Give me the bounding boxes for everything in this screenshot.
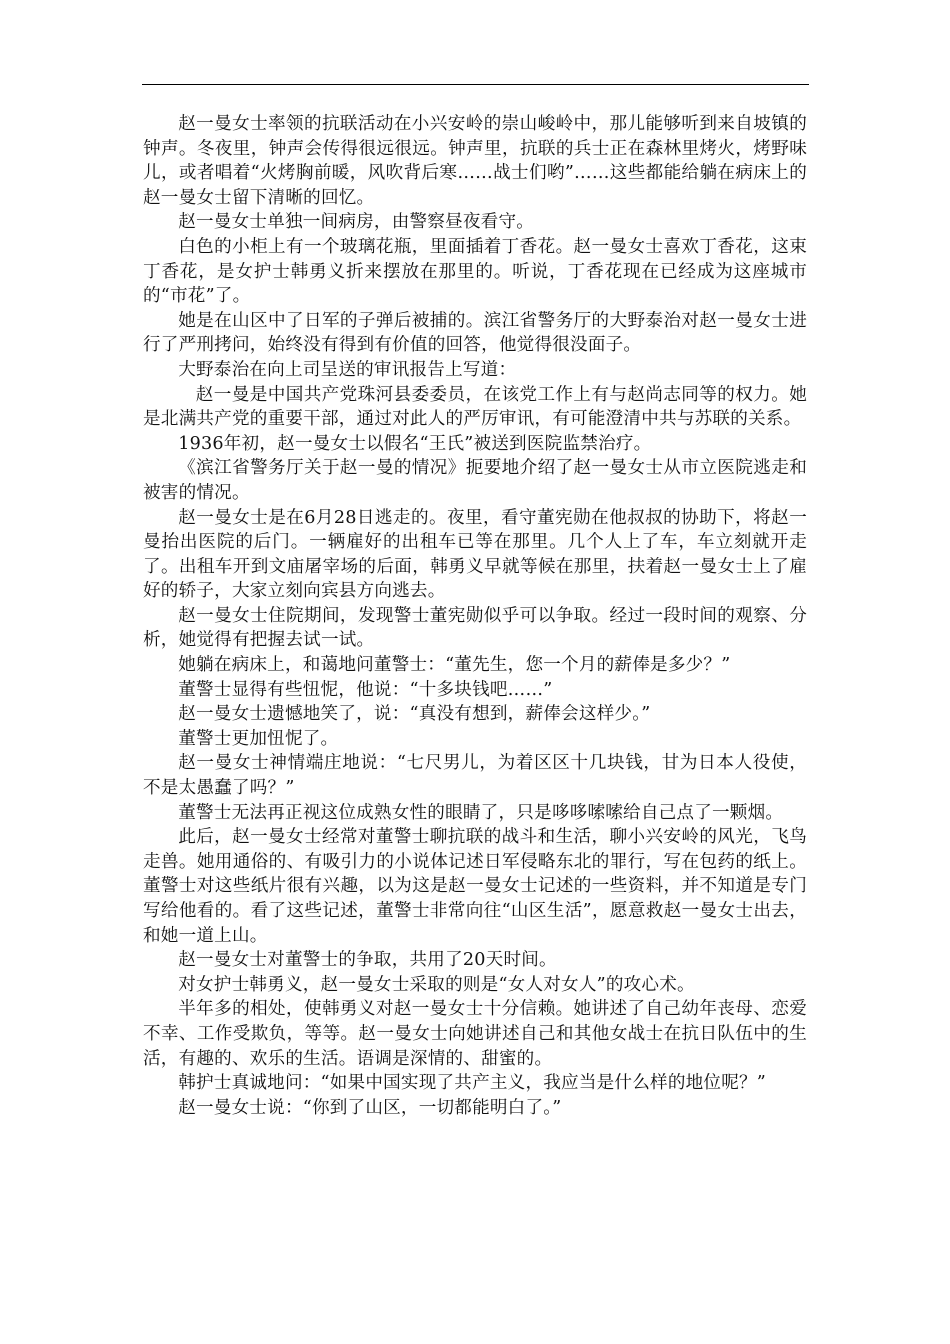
paragraph-12: 董警士显得有些忸怩，他说：“十多块钱吧……” bbox=[178, 679, 553, 700]
paragraph-2: 赵一曼女士单独一间病房，由警察昼夜看守。 bbox=[178, 212, 535, 233]
paragraph-1: 赵一曼女士率领的抗联活动在小兴安岭的崇山峻岭中，那儿能够听到来自坡镇的钟声。冬夜里，钟声会传得很远很远。钟声里，抗联的兵士正在森林里烤火，烤野味儿，或者唱着“火烤胸前暖，风吹背后寒……战士们哟”……这些都能给躺在病床上的赵一曼女士留下清晰的回忆。 bbox=[143, 114, 807, 208]
paragraph-8: 《滨江省警务厅关于赵一曼的情况》扼要地介绍了赵一曼女士从市立医院逃走和被害的情况。 bbox=[143, 458, 807, 503]
paragraph-11: 她躺在病床上，和蔼地问董警士：“董先生，您一个月的薪俸是多少？” bbox=[178, 655, 731, 676]
paragraph-16: 董警士无法再正视这位成熟女性的眼睛了，只是哆哆嗦嗦给自己点了一颗烟。 bbox=[178, 802, 784, 823]
paragraph-13: 赵一曼女士遗憾地笑了，说：“真没有想到，薪俸会这样少。” bbox=[178, 704, 651, 725]
paragraph-15: 赵一曼女士神情端庄地说：“七尺男儿，为着区区十几块钱，甘为日本人役使，不是太愚蠢了吗？” bbox=[143, 753, 807, 799]
paragraph-19: 对女护士韩勇义，赵一曼女士采取的则是“女人对女人”的攻心术。 bbox=[178, 974, 695, 995]
quoted-report: 赵一曼是中国共产党珠河县委委员，在该党工作上有与赵尚志同等的权力。她是北满共产党的重要干部，通过对此人的严厉审讯，有可能澄清中共与苏联的关系。 bbox=[143, 384, 807, 430]
paragraph-5: 大野泰治在向上司呈送的审讯报告上写道： bbox=[178, 359, 517, 380]
paragraph-4: 她是在山区中了日军的子弹后被捕的。滨江省警务厅的大野泰治对赵一曼女士进行了严刑拷问，始终没有得到有价值的回答，他觉得很没面子。 bbox=[143, 310, 807, 356]
paragraph-18: 赵一曼女士对董警士的争取，共用了20天时间。 bbox=[178, 950, 557, 971]
paragraph-20: 半年多的相处，使韩勇义对赵一曼女士十分信赖。她讲述了自己幼年丧母、恋爱不幸、工作受欺负，等等。赵一曼女士向她讲述自己和其他女战士在抗日队伍中的生活，有趣的、欢乐的生活。语调是深情的、甜蜜的。 bbox=[143, 999, 807, 1069]
paragraph-22: 赵一曼女士说：“你到了山区，一切都能明白了。” bbox=[178, 1097, 562, 1118]
paragraph-14: 董警士更加忸怩了。 bbox=[178, 728, 339, 749]
paragraph-7: 1936年初，赵一曼女士以假名“王氏”被送到医院监禁治疗。 bbox=[178, 433, 652, 454]
header-rule bbox=[142, 84, 809, 85]
paragraph-9: 赵一曼女士是在6月28日逃走的。夜里，看守董宪勋在他叔叔的协助下，将赵一曼抬出医院的后门。一辆雇好的出租车已等在那里。几个人上了车，车立刻就开走了。出租车开到文庙屠宰场的后面，韩勇义早就等候在那里，扶着赵一曼女士上了雇好的轿子，大家立刻向宾县方向逃去。 bbox=[143, 507, 807, 602]
article-body bbox=[143, 112, 807, 1120]
paragraph-3: 白色的小柜上有一个玻璃花瓶，里面插着丁香花。赵一曼女士喜欢丁香花，这束丁香花，是女护士韩勇义折来摆放在那里的。听说，丁香花现在已经成为这座城市的“市花”了。 bbox=[143, 236, 807, 307]
paragraph-17: 此后，赵一曼女士经常对董警士聊抗联的战斗和生活，聊小兴安岭的风光，飞鸟走兽。她用通俗的、有吸引力的小说体记述日军侵略东北的罪行，写在包药的纸上。董警士对这些纸片很有兴趣，以为这是赵一曼女士记述的一些资料，并不知道是专门写给他看的。看了这些记述，董警士非常向往“山区生活”，愿意救赵一曼女士出去，和她一道上山。 bbox=[143, 827, 807, 946]
paragraph-10: 赵一曼女士住院期间，发现警士董宪勋似乎可以争取。经过一段时间的观察、分析，她觉得有把握去试一试。 bbox=[143, 605, 807, 651]
paragraph-21: 韩护士真诚地问：“如果中国实现了共产主义，我应当是什么样的地位呢？” bbox=[178, 1073, 766, 1094]
